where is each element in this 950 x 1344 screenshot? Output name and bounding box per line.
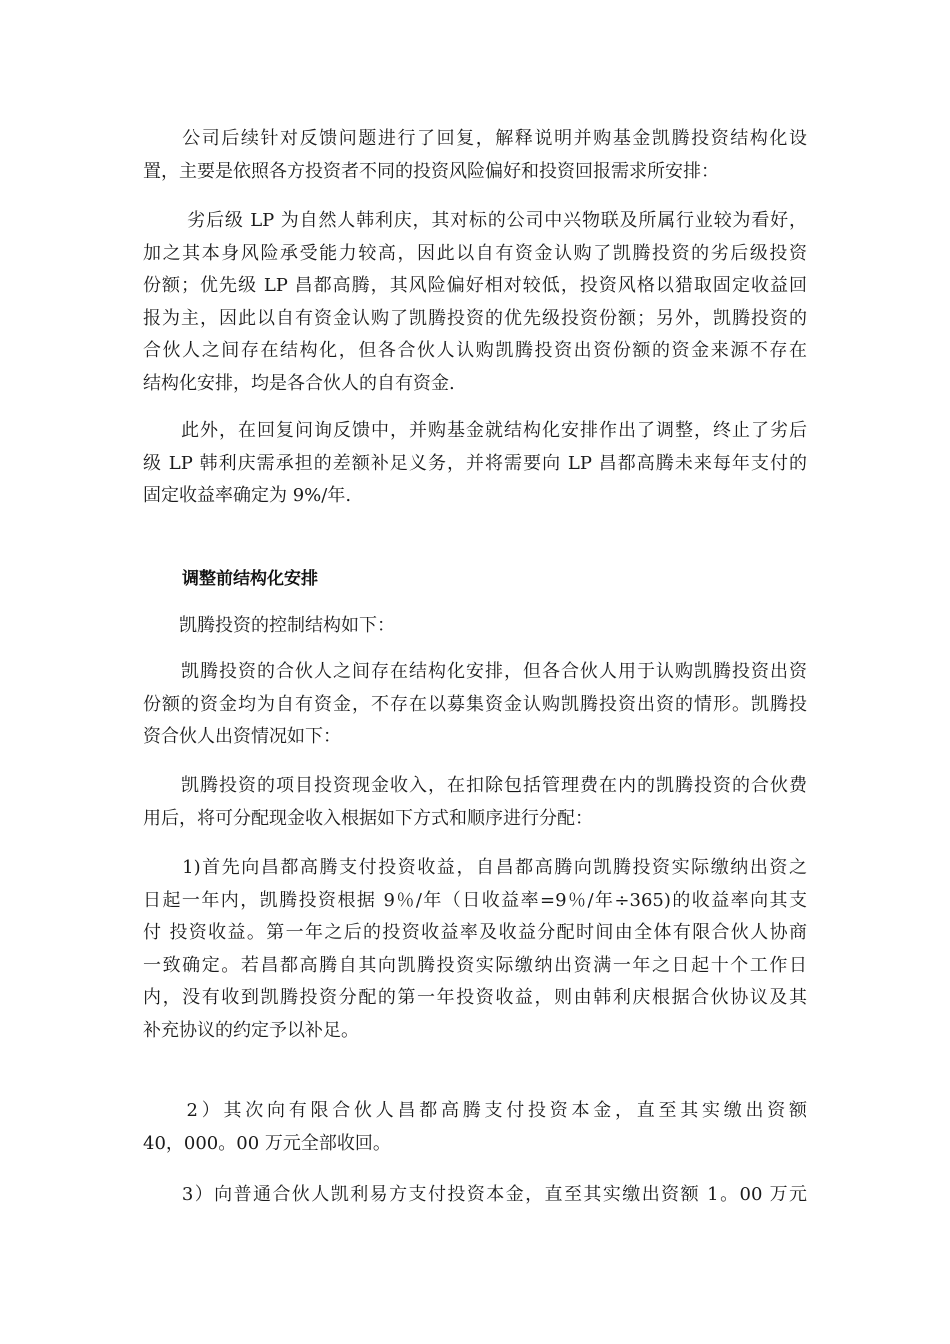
text-line: 凯腾投资的合伙人之间存在结构化安排，但各合伙人用于认购凯腾投资出资 xyxy=(143,661,807,682)
text-line: 补充协议的约定予以补足。 xyxy=(143,1019,359,1041)
paragraph-reply-explanation xyxy=(143,123,807,188)
text-line: 一致确定。若昌都高腾自其向凯腾投资实际缴纳出资满一年之日起十个工作日 xyxy=(143,954,807,976)
text-line: 合伙人之间存在结构化，但各合伙人认购凯腾投资出资份额的资金来源不存在 xyxy=(143,340,807,361)
paragraph-distribution-step-1 xyxy=(143,852,807,1047)
text-line: 置，主要是依照各方投资者不同的投资风险偏好和投资回报需求所安排： xyxy=(143,160,719,182)
text-line: 1)首先向昌都高腾支付投资收益，自昌都高腾向凯腾投资实际缴纳出资之 xyxy=(143,857,807,878)
text-line: 日起一年内，凯腾投资根据 9％/年（日收益率=9％/年÷365)的收益率向其支 xyxy=(143,889,807,911)
paragraph-distribution-step-3 xyxy=(143,1179,807,1212)
text-line: 报为主，因此以自有资金认购了凯腾投资的优先级投资份额；另外，凯腾投资的 xyxy=(143,307,807,329)
text-line: 劣后级 LP 为自然人韩利庆，其对标的公司中兴物联及所属行业较为看好， xyxy=(143,210,807,231)
text-line: 付 投资收益。第一年之后的投资收益率及收益分配时间由全体有限合伙人协商 xyxy=(143,922,807,943)
text-line: 资合伙人出资情况如下： xyxy=(143,726,341,747)
paragraph-distribution-step-2 xyxy=(143,1095,807,1160)
text-line: 用后，将可分配现金收入根据如下方式和顺序进行分配： xyxy=(143,807,593,829)
paragraph-adjustment xyxy=(143,415,807,513)
text-line: 此外，在回复问询反馈中，并购基金就结构化安排作出了调整，终止了劣后 xyxy=(143,420,807,441)
text-line: 结构化安排，均是各合伙人的自有资金. xyxy=(143,372,455,394)
text-line: 份额；优先级 LP 昌都高腾，其风险偏好相对较低，投资风格以猎取固定收益回 xyxy=(143,275,807,296)
paragraph-cash-distribution xyxy=(143,770,807,835)
text-line: 凯腾投资的项目投资现金收入，在扣除包括管理费在内的凯腾投资的合伙费 xyxy=(143,775,807,796)
text-line: 40，000。00 万元全部收回。 xyxy=(143,1132,391,1154)
paragraph-investor-classes xyxy=(143,205,807,400)
section-heading: 调整前结构化安排 xyxy=(182,569,318,589)
text-line: 内，没有收到凯腾投资分配的第一年投资收益，则由韩利庆根据合伙协议及其 xyxy=(143,987,807,1008)
text-line: 凯腾投资的控制结构如下： xyxy=(143,615,395,636)
paragraph-partner-funding xyxy=(143,656,807,754)
text-line: 份额的资金均为自有资金，不存在以募集资金认购凯腾投资出资的情形。凯腾投 xyxy=(143,693,807,715)
text-line: 级 LP 韩利庆需承担的差额补足义务，并将需要向 LP 昌都高腾未来每年支付的 xyxy=(143,452,807,474)
text-line: 3）向普通合伙人凯利易方支付投资本金，直至其实缴出资额 1。00 万元 xyxy=(143,1184,807,1205)
paragraph-control-structure xyxy=(143,610,807,643)
text-line: 固定收益率确定为 9%/年. xyxy=(143,485,352,506)
text-line: 2）其次向有限合伙人昌都高腾支付投资本金，直至其实缴出资额 xyxy=(143,1100,807,1121)
text-line: 加之其本身风险承受能力较高，因此以自有资金认购了凯腾投资的劣后级投资 xyxy=(143,242,807,264)
text-line: 公司后续针对反馈问题进行了回复，解释说明并购基金凯腾投资结构化设 xyxy=(143,128,807,149)
